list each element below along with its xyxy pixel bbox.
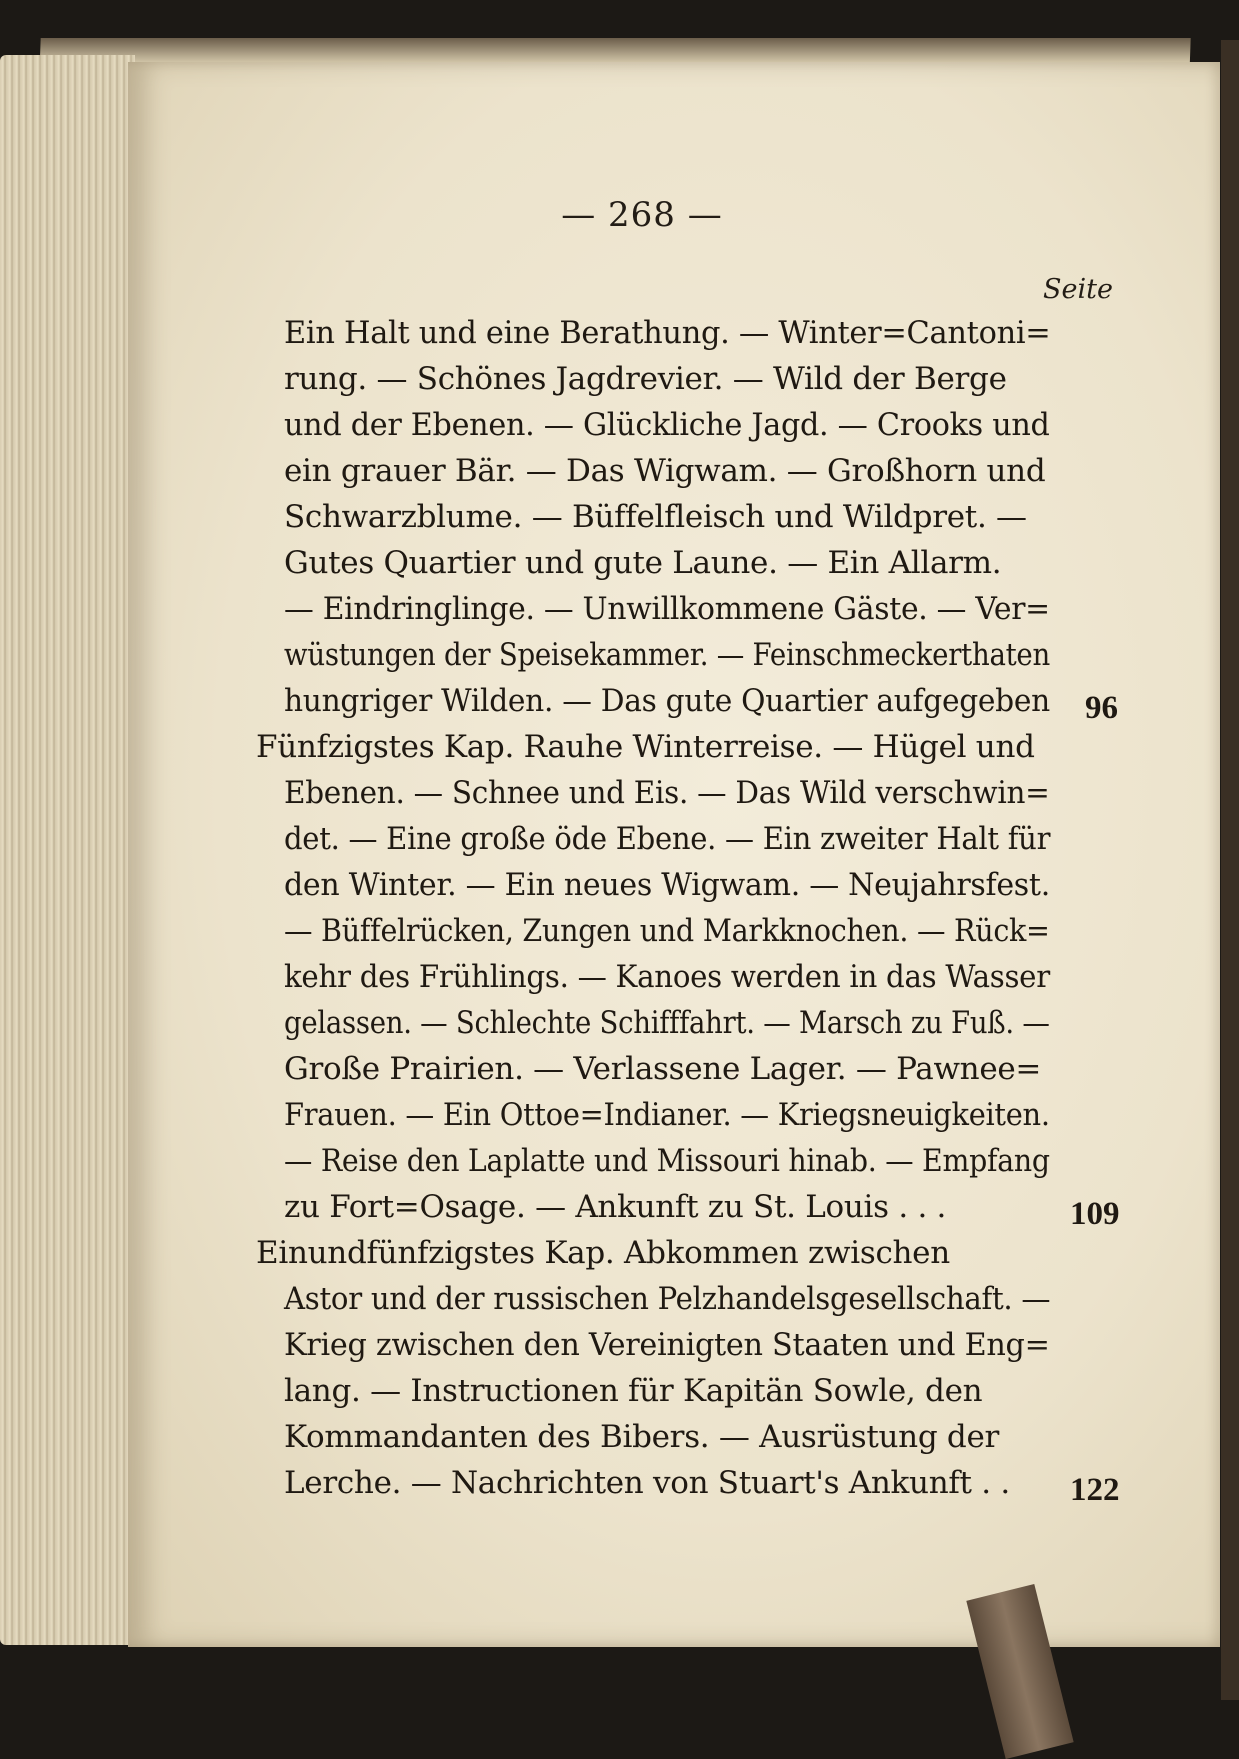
page-ref-96: 96	[1085, 690, 1118, 726]
toc-chapter-line: Einundfünfzigstes Kap. Abkommen zwischen	[256, 1235, 950, 1271]
toc-line: Lerche. — Nachrichten von Stuart's Ankunft . .	[284, 1465, 1010, 1501]
toc-line: kehr des Frühlings. — Kanoes werden in das Wasser	[284, 959, 1050, 995]
toc-chapter-line: Fünfzigstes Kap. Rauhe Winterreise. — Hügel und	[256, 729, 1035, 765]
toc-line: Astor und der russischen Pelzhandelsgesellschaft. —	[284, 1281, 1051, 1317]
toc-line: — Reise den Laplatte und Missouri hinab. — Empfang	[284, 1143, 1050, 1179]
toc-line: det. — Eine große öde Ebene. — Ein zweiter Halt für	[284, 821, 1051, 857]
toc-line: — Eindringlinge. — Unwillkommene Gäste. — Ver=	[284, 591, 1050, 627]
page-number: — 268 —	[561, 195, 723, 235]
toc-line: ein grauer Bär. — Das Wigwam. — Großhorn und	[284, 453, 1046, 489]
toc-line: Kommandanten des Bibers. — Ausrüstung der	[284, 1419, 1000, 1455]
toc-line: gelassen. — Schlechte Schifffahrt. — Marsch zu Fuß. —	[284, 1005, 1050, 1041]
toc-line: Schwarzblume. — Büffelfleisch und Wildpret. —	[284, 499, 1027, 535]
toc-line: wüstungen der Speisekammer. — Feinschmeckerthaten	[284, 637, 1050, 673]
page-ref-109: 109	[1070, 1196, 1120, 1232]
toc-line: hungriger Wilden. — Das gute Quartier aufgegeben	[284, 683, 1050, 719]
column-heading: Seite	[1043, 274, 1113, 305]
toc-line: und der Ebenen. — Glückliche Jagd. — Crooks und	[284, 407, 1050, 443]
toc-line: Ein Halt und eine Berathung. — Winter=Cantoni=	[284, 315, 1051, 351]
toc-line: Gutes Quartier und gute Laune. — Ein Allarm.	[284, 545, 1002, 581]
toc-line: rung. — Schönes Jagdrevier. — Wild der Berge	[284, 361, 1007, 397]
toc-line: — Büffelrücken, Zungen und Markknochen. — Rück=	[284, 913, 1050, 949]
book-page-stack	[0, 55, 135, 1645]
toc-line: lang. — Instructionen für Kapitän Sowle, den	[284, 1373, 983, 1409]
toc-line: Krieg zwischen den Vereinigten Staaten und Eng=	[284, 1327, 1050, 1363]
toc-line: zu Fort=Osage. — Ankunft zu St. Louis . . .	[284, 1189, 947, 1225]
toc-line: Große Prairien. — Verlassene Lager. — Pawnee=	[284, 1051, 1042, 1087]
page-ref-122: 122	[1070, 1472, 1120, 1508]
toc-line: Frauen. — Ein Ottoe=Indianer. — Kriegsneuigkeiten.	[284, 1097, 1050, 1133]
toc-line: den Winter. — Ein neues Wigwam. — Neujahrsfest.	[284, 867, 1050, 903]
book-cover-edge	[1221, 40, 1239, 1700]
toc-line: Ebenen. — Schnee und Eis. — Das Wild verschwin=	[284, 775, 1050, 811]
